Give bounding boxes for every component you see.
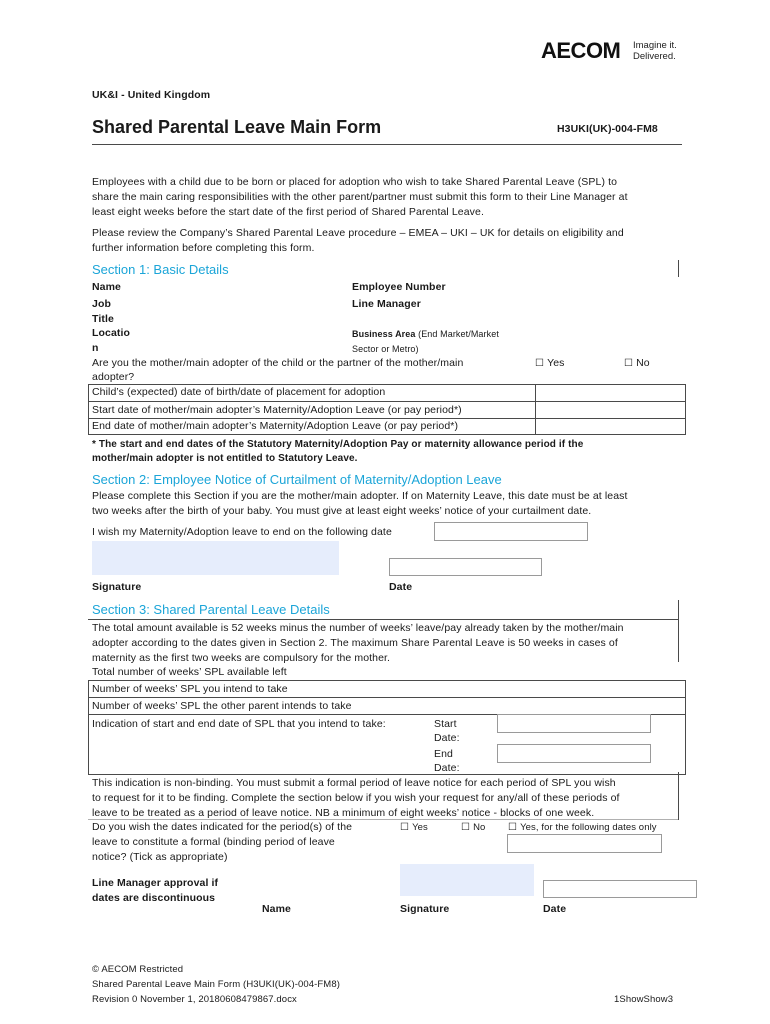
formal-question-1: Do you wish the dates indicated for the period(s) of the [92, 821, 353, 833]
formal-no-option[interactable] [461, 820, 485, 835]
spl-start-date-input[interactable] [497, 714, 651, 733]
line-manager-approval-2: dates are discontinuous [92, 892, 216, 904]
intro-line-4: Please review the Company’s Shared Parental Leave procedure – EMEA – UKI – UK for details on eligibility and [92, 227, 624, 239]
section-3-rule-top [88, 619, 678, 620]
business-area-note-1: (End Market/Market [418, 329, 499, 339]
table3-rule-2 [88, 697, 686, 698]
curtailment-date-input[interactable] [434, 522, 588, 541]
footnote-line-2: mother/main adopter is not entitled to Statutory Leave. [92, 453, 358, 464]
logo-tagline-2: Delivered. [633, 51, 676, 62]
checkbox-icon: ☐ [508, 822, 518, 833]
form-code: H3UKI(UK)-004-FM8 [557, 123, 658, 135]
mother-no-option[interactable] [624, 356, 650, 371]
maternity-start-label: Start date of mother/main adopter’s Maternity/Adoption Leave (or pay period*) [92, 404, 462, 416]
section-2-date-label: Date [389, 581, 413, 593]
section-2-line-2: two weeks after the birth of your baby. You must give at least eight weeks’ notice of your curtailment date. [92, 505, 592, 517]
logo-tagline-1: Imagine it. [633, 40, 677, 51]
table3-rule-1 [88, 680, 686, 681]
section-2-date-input[interactable] [389, 558, 542, 576]
end-date-label-2: Date: [434, 762, 460, 774]
lm-date-label: Date [543, 903, 567, 915]
formal-yes-dates-label: Yes, for the following dates only [520, 822, 657, 833]
business-area-label [352, 327, 499, 342]
formal-dates-input[interactable] [507, 834, 662, 853]
nonbinding-line-3: leave to be treated as a period of leave notice. NB a minimum of eight weeks’ notice - blocks of one week. [92, 807, 595, 819]
location-label-1: Locatio [92, 327, 131, 339]
lm-signature-label: Signature [400, 903, 450, 915]
checkbox-icon: ☐ [624, 358, 634, 369]
footnote-line-1: * The start and end dates of the Statutory Maternity/Adoption Pay or maternity allowance period if the [92, 439, 584, 450]
intro-line-3: least eight weeks before the start date of the first period of Shared Parental Leave. [92, 206, 484, 218]
checkbox-icon: ☐ [461, 822, 471, 833]
curtailment-date-label: I wish my Maternity/Adoption leave to end on the following date [92, 526, 392, 538]
section-3-bar-2 [678, 772, 679, 820]
region-label: UK&I - United Kingdom [92, 89, 211, 101]
nonbinding-line-2: to request for it to be finding. Complete the section below if you wish your request for any/all of these periods of [92, 792, 620, 804]
section-2-signature-field[interactable] [92, 541, 339, 575]
formal-yes-dates-option[interactable] [508, 820, 657, 835]
job-title-label-2: Title [92, 313, 114, 325]
table-rule-4 [88, 434, 686, 435]
maternity-start-input[interactable] [536, 402, 685, 418]
formal-no-label: No [473, 822, 486, 833]
start-date-label-2: Date: [434, 732, 460, 744]
birth-date-label: Child’s (expected) date of birth/date of placement for adoption [92, 386, 386, 398]
section-2-line-1: Please complete this Section if you are the mother/main adopter. If on Maternity Leave, this date must be at least [92, 490, 628, 502]
section-3-heading: Section 3: Shared Parental Leave Details [92, 602, 330, 617]
section-1-bar [678, 260, 679, 277]
footer-restricted: © AECOM Restricted [92, 964, 184, 975]
line-manager-signature-field[interactable] [400, 864, 534, 896]
table3-right-border [685, 680, 686, 774]
footer-page-number: 1ShowShow3 [614, 994, 674, 1005]
formal-yes-option[interactable] [400, 820, 428, 835]
line-manager-label: Line Manager [352, 298, 421, 310]
no-label: No [636, 357, 650, 369]
table-left-border [88, 384, 89, 435]
section-3-bar [678, 600, 679, 662]
business-area-note-2: Sector or Metro) [352, 344, 419, 354]
total-line-2: adopter according to the dates given in Section 2. The maximum Share Parental Leave is 50 weeks in cases of [92, 637, 618, 649]
lm-name-label: Name [262, 903, 291, 915]
job-title-label-1: Job [92, 298, 111, 310]
section-1-heading: Section 1: Basic Details [92, 262, 229, 277]
spl-end-date-input[interactable] [497, 744, 651, 763]
yes-label: Yes [547, 357, 565, 369]
weeks-left-label: Total number of weeks’ SPL available left [92, 666, 287, 678]
line-manager-approval-1: Line Manager approval if [92, 877, 219, 889]
logo-wordmark: AECOM [541, 38, 621, 63]
intro-line-2: share the main caring responsibilities with the other parent/partner must submit this form to their Line Manager at [92, 191, 628, 203]
indication-label: Indication of start and end date of SPL that you intend to take: [92, 718, 386, 730]
title-rule [92, 144, 682, 145]
table3-left-border [88, 680, 89, 774]
maternity-end-input[interactable] [536, 419, 685, 434]
footer-form-name: Shared Parental Leave Main Form (H3UKI(UK)-004-FM8) [92, 979, 340, 990]
maternity-end-label: End date of mother/main adopter’s Maternity/Adoption Leave (or pay period*) [92, 420, 459, 432]
weeks-intend-label: Number of weeks’ SPL you intend to take [92, 683, 288, 695]
footer-revision: Revision 0 November 1, 20180608479867.docx [92, 994, 297, 1005]
formal-yes-label: Yes [412, 822, 428, 833]
total-line-1: The total amount available is 52 weeks minus the number of weeks’ leave/pay already taken by the mother/main [92, 622, 624, 634]
mother-question-1: Are you the mother/main adopter of the child or the partner of the mother/main [92, 357, 464, 369]
nonbinding-line-1: This indication is non-binding. You must submit a formal period of leave notice for each period of SPL you wish [92, 777, 616, 789]
business-area-title: Business Area [352, 329, 416, 339]
page-title: Shared Parental Leave Main Form [92, 117, 382, 137]
intro-line-1: Employees with a child due to be born or placed for adoption who wish to take Shared Parental Leave (SPL) to [92, 176, 618, 188]
employee-number-label: Employee Number [352, 281, 446, 293]
checkbox-icon: ☐ [400, 822, 410, 833]
name-label: Name [92, 281, 121, 293]
mother-question-2: adopter? [92, 371, 135, 383]
weeks-other-label: Number of weeks’ SPL the other parent intends to take [92, 700, 352, 712]
mother-yes-option[interactable] [535, 356, 565, 371]
table-right-border [685, 384, 686, 435]
intro-line-5: further information before completing this form. [92, 242, 315, 254]
section-2-heading: Section 2: Employee Notice of Curtailment of Maternity/Adoption Leave [92, 472, 502, 487]
checkbox-icon: ☐ [535, 358, 545, 369]
formal-question-3: notice? (Tick as appropriate) [92, 851, 228, 863]
start-date-label-1: Start [434, 718, 457, 730]
formal-question-2: leave to constitute a formal (binding period of leave [92, 836, 335, 848]
line-manager-date-input[interactable] [543, 880, 697, 898]
total-line-3: maternity as the first two weeks are compulsory for the mother. [92, 652, 391, 664]
location-label-2: n [92, 342, 99, 354]
table3-rule-4 [88, 774, 686, 775]
section-2-signature-label: Signature [92, 581, 142, 593]
end-date-label-1: End [434, 748, 453, 760]
aecom-logo [541, 38, 681, 64]
birth-date-input[interactable] [536, 385, 685, 401]
